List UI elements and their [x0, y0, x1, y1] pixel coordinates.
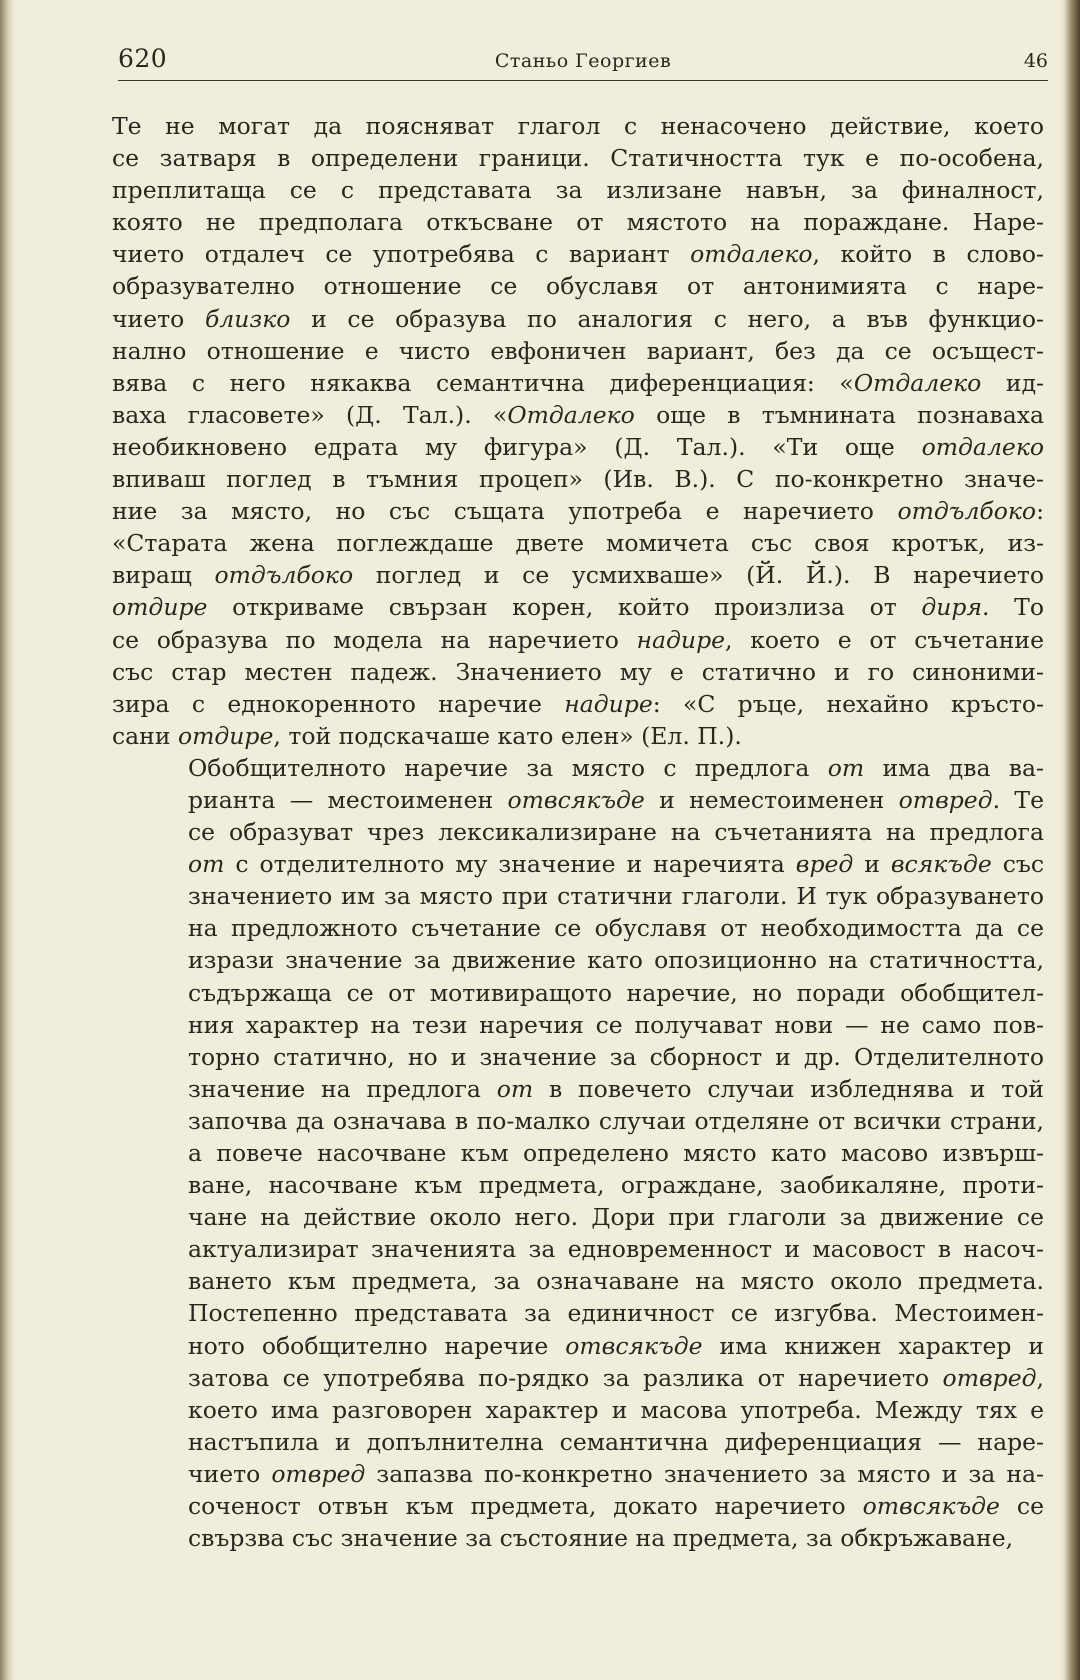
text-segment: ваха гласовете» (Д. Тал.). « [112, 400, 508, 429]
text-line [112, 977, 1044, 1009]
text-line [112, 206, 1044, 238]
text-segment: , [1036, 1363, 1044, 1392]
running-head: Станьо Георгиев [494, 50, 672, 72]
italic-term: вред [795, 850, 854, 879]
text-segment: в повечето случаи избледнява и той [533, 1074, 1044, 1103]
text-segment: ване, насочване към предмета, ограждане, заобикаляне, проти- [188, 1171, 1044, 1200]
text-segment: ния характер на тези наречия се получават нови — не само пов- [188, 1010, 1044, 1039]
text-segment: . То [982, 593, 1044, 622]
text-line [112, 1458, 1044, 1490]
text-line [112, 1105, 1044, 1137]
text-segment: свързва със значение за състояние на предмета, за обкръжаване, [188, 1524, 1014, 1553]
text-segment: . Те [992, 785, 1044, 814]
text-line [112, 110, 1044, 142]
text-line [112, 1362, 1044, 1394]
text-line [112, 238, 1044, 270]
text-line [112, 270, 1044, 302]
italic-term: отдалеко [690, 240, 813, 269]
text-segment: , което е от съчетание [725, 625, 1044, 654]
text-line [112, 784, 1044, 816]
text-line [112, 880, 1044, 912]
text-line [112, 656, 1044, 688]
text-segment: значението им за място при статични глаголи. И тук образуването [188, 882, 1044, 911]
page-number: 620 [118, 44, 168, 73]
text-segment: чието [188, 1459, 272, 1488]
text-segment: Постепенно представата за единичност се изгубва. Местоимен- [188, 1299, 1044, 1328]
text-segment: необикновено едрата му фигура» (Д. Тал.). «Ти още [112, 432, 922, 461]
text-segment: актуализират значенията за едновременност и масовост в насоч- [188, 1235, 1044, 1264]
text-line [112, 1233, 1044, 1265]
italic-term: близко [204, 304, 291, 333]
text-segment: започва да означава в по-малко случаи отделяне от всички страни, [188, 1106, 1044, 1135]
text-line [112, 848, 1044, 880]
text-line [112, 720, 1044, 752]
italic-term: отдире [112, 593, 208, 622]
text-segment: соченост отвън към предмета, докато наречието [188, 1492, 863, 1521]
text-segment: има книжен характер и [702, 1331, 1044, 1360]
text-segment: а повече насочване към определено място като масово извърш- [188, 1139, 1044, 1167]
text-segment: още в тъмнината познаваха [634, 400, 1044, 429]
text-line [112, 912, 1044, 944]
text-segment: нално отношение е чисто евфоничен вариант, без да се осъщест- [112, 336, 1044, 365]
page-header [118, 44, 1048, 84]
text-segment: което има разговорен характер и масова употреба. Между тях е [188, 1395, 1044, 1424]
text-segment: на предложното съчетание се обуславя от необходимостта да се [188, 914, 1044, 943]
text-line [112, 1041, 1044, 1073]
text-line [112, 1265, 1044, 1297]
text-segment: Те не могат да поясняват глагол с ненасочено действие, което [112, 112, 1044, 140]
text-segment: се затваря в определени граници. Статичността тук е по-особена, [112, 144, 1044, 173]
header-rule [118, 80, 1048, 81]
italic-term: от [496, 1074, 534, 1103]
sheet-number: 46 [1023, 50, 1048, 72]
paragraph [112, 752, 1044, 1554]
text-segment: виращ [112, 561, 215, 590]
text-segment: , който в слово- [812, 240, 1044, 269]
text-segment: и се образува по аналогия с него, а във функцио- [290, 304, 1044, 333]
text-line [112, 431, 1044, 463]
text-segment: се образуват чрез лексикализиране на съчетанията на предлога [188, 818, 1044, 847]
text-line [112, 1201, 1044, 1233]
text-segment: чието отдалеч се употребява с вариант [112, 240, 691, 269]
text-line [112, 527, 1044, 559]
text-segment: ние за място, но със същата употреба е наречието [112, 497, 898, 526]
text-segment: рианта — местоименен [188, 785, 508, 814]
text-line [112, 367, 1044, 399]
text-segment: ид- [981, 368, 1044, 397]
text-segment: впиваш поглед в тъмния процеп» (Ив. В.). С по-конкретно значе- [112, 465, 1044, 494]
text-segment: се [999, 1492, 1044, 1521]
text-segment: чието [112, 304, 205, 333]
text-segment: образувателно отношение се обуславя от антонимията с наре- [112, 272, 1044, 301]
text-line [112, 1330, 1044, 1362]
italic-term: отвред [898, 785, 993, 814]
italic-term: от [827, 753, 865, 782]
text-segment: с отделителното му значение и наречията [224, 850, 796, 879]
text-line [112, 624, 1044, 656]
text-line [112, 591, 1044, 623]
italic-term: отвсякъде [507, 785, 645, 814]
page-left-edge [0, 0, 14, 1680]
text-line [112, 1169, 1044, 1201]
text-segment: зира с еднокоренното наречие [112, 689, 565, 718]
italic-term: от [188, 850, 225, 879]
text-segment: със стар местен падеж. Значението му е статично и го синоними- [112, 657, 1044, 686]
text-segment: , той подскачаше като елен» (Ел. П.). [273, 721, 742, 750]
text-line [112, 1394, 1044, 1426]
text-segment: има два ва- [864, 753, 1044, 782]
text-line [112, 1522, 1044, 1554]
text-line [112, 142, 1044, 174]
text-segment: : «С ръце, нехайно кръсто- [652, 689, 1044, 718]
italic-term: диря [921, 593, 983, 622]
text-segment: сани [112, 721, 178, 750]
text-segment: ното обобщително наречие [188, 1331, 566, 1360]
text-segment: преплитаща се с представата за излизане навън, за финалност, [112, 176, 1044, 205]
text-segment: откриваме свързан корен, който произлиза от [207, 593, 922, 622]
italic-term: Отдалеко [507, 400, 635, 429]
text-line [112, 1297, 1044, 1329]
italic-term: всякъде [890, 850, 992, 879]
text-line [112, 174, 1044, 206]
italic-term: отдълбоко [897, 497, 1037, 526]
paragraph [112, 110, 1044, 752]
text-segment: и [853, 850, 891, 879]
text-line [112, 335, 1044, 367]
text-segment: чане на действие около него. Дори при глаголи за движение се [188, 1203, 1044, 1232]
text-segment: «Старата жена поглеждаше двете момичета със своя кротък, из- [112, 529, 1044, 558]
page-right-edge [1060, 0, 1080, 1680]
text-segment: поглед и се усмихваше» (Й. Й.). В наречието [353, 561, 1044, 590]
text-segment: затова се употребява по-рядко за разлика от наречието [188, 1363, 943, 1392]
text-segment: значение на предлога [188, 1074, 497, 1103]
text-line [112, 1137, 1044, 1169]
text-line [112, 688, 1044, 720]
italic-term: отвред [271, 1459, 366, 1488]
text-segment: вява с него някаква семантична диференциация: « [112, 368, 854, 397]
italic-term: Отдалеко [853, 368, 982, 397]
italic-term: надире [636, 625, 726, 654]
text-line [112, 463, 1044, 495]
italic-term: отдире [177, 721, 274, 750]
text-line [112, 399, 1044, 431]
text-segment: съдържаща се от мотивиращото наречие, но поради обобщител- [188, 978, 1044, 1007]
text-segment: : [1036, 497, 1044, 526]
text-line [112, 752, 1044, 784]
text-line [112, 1073, 1044, 1105]
text-segment: торно статично, но и значение за сборност и др. Отделителното [188, 1042, 1044, 1071]
text-line [112, 1490, 1044, 1522]
italic-term: отвсякъде [862, 1492, 1000, 1521]
text-segment: настъпила и допълнителна семантична диференциация — наре- [188, 1427, 1044, 1456]
body-text [112, 110, 1044, 1554]
text-line [112, 1426, 1044, 1458]
text-segment: се образува по модела на наречието [112, 625, 637, 654]
text-segment: изрази значение за движение като опозиционно на статичността, [188, 946, 1044, 975]
italic-term: отдалеко [921, 432, 1044, 461]
text-segment: ването към предмета, за означаване на място около предмета. [188, 1267, 1044, 1296]
text-segment: запазва по-конкретно значението за място и за на- [365, 1459, 1044, 1488]
italic-term: отвред [942, 1363, 1037, 1392]
italic-term: отдълбоко [214, 561, 354, 590]
text-line [112, 559, 1044, 591]
text-line [112, 495, 1044, 527]
text-line [112, 1009, 1044, 1041]
italic-term: отвсякъде [565, 1331, 703, 1360]
text-line [112, 816, 1044, 848]
italic-term: надире [564, 689, 653, 718]
text-line [112, 944, 1044, 976]
text-segment: която не предполага откъсване от мястото на пораждане. Наре- [112, 208, 1044, 237]
text-segment: със [991, 850, 1044, 879]
text-line [112, 303, 1044, 335]
text-segment: Обобщителното наречие за място с предлога [188, 753, 828, 782]
text-segment: и неместоименен [644, 785, 899, 814]
